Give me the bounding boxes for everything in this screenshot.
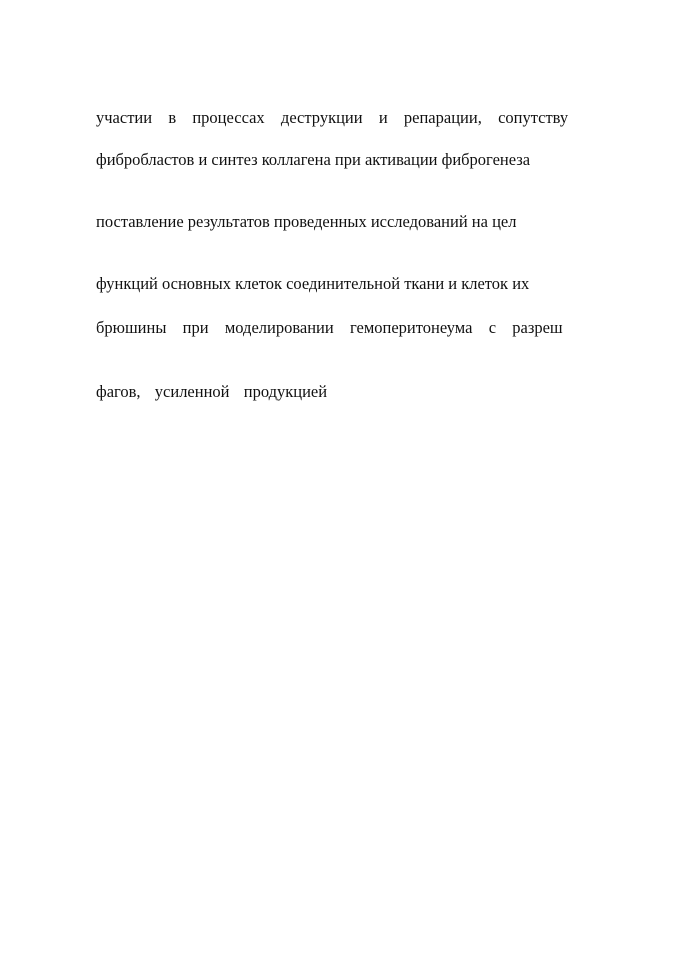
text-line: брюшины при моделировании гемоперитонеума с разреш <box>96 318 563 337</box>
text-line: участии в процессах деструкции и репарации, сопутству <box>96 108 569 127</box>
text-line: функций основных клеток соединительной ткани и клеток их <box>96 274 530 293</box>
text-line: поставление результатов проведенных исследований на цел <box>96 212 517 231</box>
text-line: фибробластов и синтез коллагена при активации фиброгенеза <box>96 150 531 169</box>
text-line: фагов, усиленной продукцией <box>96 382 328 401</box>
